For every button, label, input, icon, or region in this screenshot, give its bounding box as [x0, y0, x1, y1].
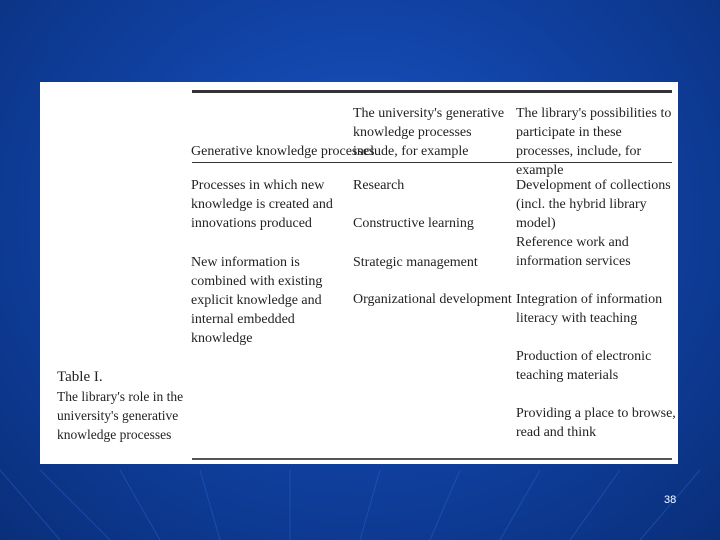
cell-library-4: Production of electronic teaching materials [516, 349, 652, 383]
caption-line: university's generative [57, 408, 179, 423]
slide-page-number: 38 [664, 494, 677, 506]
cell-process-2: New information is combined with existing explicit knowledge and internal embedded knowledge [191, 255, 323, 346]
table-header-rule [192, 162, 672, 163]
header-library-possibilities: The library's possibilities to participate in these processes, include, for example [516, 106, 672, 178]
cell-library-5: Providing a place to browse, read and think [516, 406, 676, 440]
cell-university-3: Strategic management [353, 255, 478, 270]
table-bottom-rule [192, 458, 672, 460]
table-top-rule [192, 90, 672, 93]
cell-library-3: Integration of information literacy with teaching [516, 292, 663, 326]
caption-title: Table I. [57, 369, 103, 385]
caption-line: The library's role in the [57, 389, 184, 404]
cell-process-1: Processes in which new knowledge is created and innovations produced [191, 178, 333, 231]
header-generative-processes: Generative knowledge processes [191, 144, 375, 159]
cell-library-1: Development of collections (incl. the hybrid library model) [516, 178, 671, 231]
table-figure [40, 82, 678, 464]
cell-university-1: Research [353, 178, 405, 193]
cell-university-2: Constructive learning [353, 216, 474, 231]
header-university-processes: The university's generative knowledge processes include, for example [353, 106, 505, 159]
caption-line: knowledge processes [57, 427, 172, 442]
cell-library-2: Reference work and information services [516, 235, 631, 269]
table-caption [57, 368, 189, 444]
cell-university-4: Organizational development [353, 292, 512, 307]
